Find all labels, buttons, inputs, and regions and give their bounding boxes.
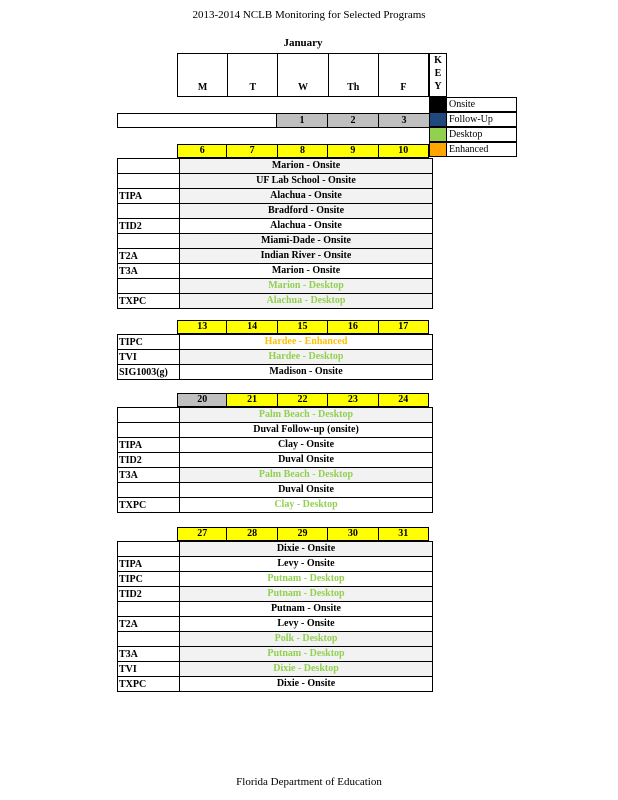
program-label: TVI [118,662,180,677]
table-row [118,279,433,294]
page-footer: Florida Department of Education [236,776,382,788]
activity-cell: Palm Beach - Desktop [180,468,433,483]
table-row [118,438,433,453]
date-cell: 29 [278,527,328,541]
date-row [177,144,429,158]
program-label [118,408,180,423]
date-cell: 14 [227,320,277,334]
activity-cell: Levy - Onsite [180,617,433,632]
week3-dates [177,320,429,334]
date-cell: 1 [277,113,328,128]
program-label: TIPA [118,438,180,453]
activity-cell: Putnam - Desktop [180,587,433,602]
table-row [118,335,433,350]
date-cell: 6 [177,144,227,158]
activity-cell: Duval Onsite [180,453,433,468]
activity-cell: Alachua - Onsite [180,219,433,234]
table-row [118,468,433,483]
program-label: TID2 [118,453,180,468]
activity-cell: Clay - Onsite [180,438,433,453]
legend-item-desktop [429,127,517,142]
program-label: TVI [118,350,180,365]
program-label: TIPA [118,557,180,572]
legend-label: Enhanced [447,142,517,157]
table-row [118,423,433,438]
date-cell: 7 [227,144,277,158]
table-row [118,572,433,587]
table-row [118,587,433,602]
schedule-table [117,158,433,309]
table-row [118,632,433,647]
week2-dates [177,144,429,158]
activity-cell: Alachua - Onsite [180,189,433,204]
activity-cell: Levy - Onsite [180,557,433,572]
month-heading: January [283,37,323,49]
program-label: SIG1003(g) [118,365,180,380]
table-row [118,677,433,692]
table-row [118,408,433,423]
program-label: TXPC [118,498,180,513]
legend [429,97,517,157]
key-letter: Y [434,81,442,92]
activity-cell: Indian River - Onsite [180,249,433,264]
program-label [118,234,180,249]
table-row [118,453,433,468]
date-cell: 13 [177,320,227,334]
program-label [118,204,180,219]
table-row [118,189,433,204]
activity-cell: Hardee - Enhanced [180,335,433,350]
activity-cell: Clay - Desktop [180,498,433,513]
table-row [118,542,433,557]
schedule-table [117,334,433,380]
legend-label: Onsite [447,97,517,112]
activity-cell: Marion - Desktop [180,279,433,294]
program-label: TIPC [118,572,180,587]
activity-cell: Duval Follow-up (onsite) [180,423,433,438]
program-label [118,423,180,438]
table-row [118,483,433,498]
legend-item-followup [429,112,517,127]
week1-blank [117,113,277,128]
activity-cell: Marion - Onsite [180,159,433,174]
program-label [118,542,180,557]
program-label: T2A [118,617,180,632]
program-label: TID2 [118,587,180,602]
week3-block [117,334,433,380]
key-letter: E [434,68,442,79]
date-cell: 24 [379,393,429,407]
table-row [118,294,433,309]
table-row [118,617,433,632]
table-row [118,174,433,189]
table-row [118,602,433,617]
table-row [118,557,433,572]
weekday-header [177,53,429,97]
program-label: T2A [118,249,180,264]
date-cell: 17 [379,320,429,334]
date-row [177,320,429,334]
activity-cell: Polk - Desktop [180,632,433,647]
date-cell: 8 [278,144,328,158]
key-column [429,53,447,97]
table-row [118,249,433,264]
weekday-mon: M [178,54,228,96]
program-label [118,483,180,498]
table-row [118,234,433,249]
legend-swatch [429,127,447,142]
program-label: T3A [118,647,180,662]
page-title: 2013-2014 NCLB Monitoring for Selected Programs [192,9,426,21]
program-label: TIPC [118,335,180,350]
date-cell: 23 [328,393,378,407]
program-label: T3A [118,264,180,279]
date-cell: 15 [278,320,328,334]
date-cell: 2 [328,113,379,128]
program-label: T3A [118,468,180,483]
activity-cell: Madison - Onsite [180,365,433,380]
weekday-fri: F [400,82,407,93]
weekday-thu: Th [329,54,379,96]
table-row [118,647,433,662]
activity-cell: Alachua - Desktop [180,294,433,309]
legend-item-enhanced [429,142,517,157]
legend-label: Desktop [447,127,517,142]
date-row [177,393,429,407]
week1-dates [117,113,430,128]
table-row [118,159,433,174]
activity-cell: Putnam - Onsite [180,602,433,617]
weekday-wed: W [278,54,328,96]
legend-label: Follow-Up [447,112,517,127]
program-label: TID2 [118,219,180,234]
table-row [118,204,433,219]
program-label: TXPC [118,294,180,309]
date-cell: 21 [227,393,277,407]
activity-cell: UF Lab School - Onsite [180,174,433,189]
legend-swatch [429,97,447,112]
key-letter: K [434,55,442,66]
table-row [118,662,433,677]
activity-cell: Putnam - Desktop [180,572,433,587]
legend-swatch [429,112,447,127]
table-row [118,365,433,380]
program-label: TIPA [118,189,180,204]
date-cell: 30 [328,527,378,541]
activity-cell: Bradford - Onsite [180,204,433,219]
activity-cell: Dixie - Desktop [180,662,433,677]
weekday-tue: T [228,54,278,96]
date-cell: 22 [278,393,328,407]
table-row [118,264,433,279]
table-row [118,350,433,365]
activity-cell: Duval Onsite [180,483,433,498]
date-row [177,527,429,541]
activity-cell: Dixie - Onsite [180,677,433,692]
activity-cell: Putnam - Desktop [180,647,433,662]
program-label [118,174,180,189]
program-label: TXPC [118,677,180,692]
date-cell: 20 [177,393,227,407]
program-label [118,602,180,617]
table-row [118,219,433,234]
date-cell: 28 [227,527,277,541]
activity-cell: Palm Beach - Desktop [180,408,433,423]
activity-cell: Marion - Onsite [180,264,433,279]
date-cell: 10 [379,144,429,158]
program-label [118,632,180,647]
date-cell: 3 [379,113,430,128]
date-cell: 27 [177,527,227,541]
schedule-table [117,407,433,513]
date-cell: 16 [328,320,378,334]
schedule-table [117,541,433,692]
table-row [118,498,433,513]
legend-item-onsite [429,97,517,112]
activity-cell: Miami-Dade - Onsite [180,234,433,249]
week4-block [117,407,433,513]
activity-cell: Dixie - Onsite [180,542,433,557]
week4-dates [177,393,429,407]
week5-block [117,541,433,692]
program-label [118,159,180,174]
date-cell: 31 [379,527,429,541]
week5-dates [177,527,429,541]
activity-cell: Hardee - Desktop [180,350,433,365]
date-cell: 9 [328,144,378,158]
program-label [118,279,180,294]
week2-block [117,158,433,309]
legend-swatch [429,142,447,157]
